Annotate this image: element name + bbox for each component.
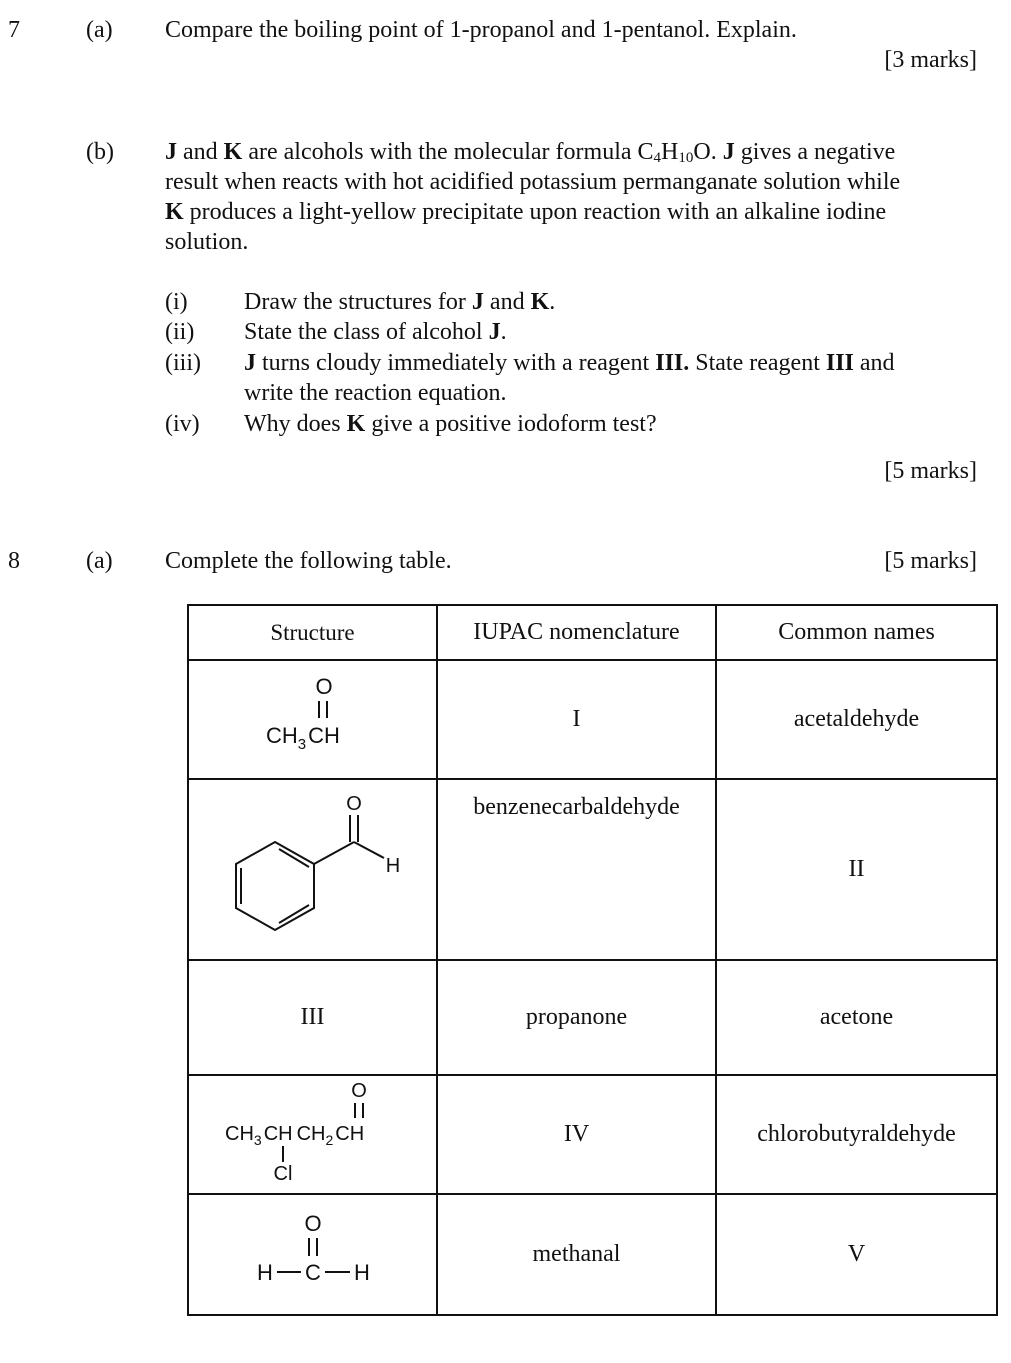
common-cell: V — [716, 1194, 997, 1315]
nomenclature-table — [187, 604, 998, 1316]
text-span: CH — [263, 1123, 293, 1145]
question-7-number: 7 — [8, 17, 20, 43]
hydrogen-atom: H — [257, 1260, 273, 1285]
q7b-label: (b) — [86, 139, 114, 165]
header-iupac: IUPAC nomenclature — [437, 605, 716, 660]
hydrogen-atom: H — [385, 855, 401, 877]
text-span: Draw the structures for — [244, 289, 472, 315]
text-span: CH — [296, 1123, 326, 1145]
bold-K: K — [223, 139, 243, 165]
bold-J: J — [488, 319, 501, 345]
carbon-chain — [225, 1123, 364, 1148]
text-span: and — [483, 289, 531, 315]
text-span: Why does — [244, 411, 347, 437]
iupac-cell: methanal — [437, 1194, 716, 1315]
structure-chlorobutanal-svg — [190, 1076, 435, 1186]
q7b-line-3 — [165, 197, 886, 227]
structure-acetaldehyde — [188, 660, 437, 779]
text-span: CH — [224, 1123, 254, 1145]
common-cell: II — [716, 779, 997, 960]
bold-K: K — [346, 411, 366, 437]
sub-question-iii — [244, 348, 895, 378]
sub-label-ii: (ii) — [165, 319, 195, 345]
table-row — [188, 1194, 997, 1315]
bold-K: K — [530, 289, 550, 315]
hydrogen-atom: H — [354, 1260, 370, 1285]
common-cell: acetaldehyde — [716, 660, 997, 779]
text-span: State the class of alcohol — [244, 319, 489, 345]
table-header-row — [188, 605, 997, 660]
structure-chlorobutanal — [188, 1075, 437, 1194]
text-span: CH — [265, 723, 298, 748]
bold-J: J — [722, 139, 735, 165]
bond-line — [314, 842, 354, 864]
sub-question-iv — [244, 409, 657, 439]
table-row — [188, 779, 997, 960]
text-span: and — [853, 350, 895, 376]
chlorine-atom: Cl — [273, 1163, 293, 1185]
subscript: 4 — [653, 150, 662, 166]
structure-benzaldehyde — [188, 779, 437, 960]
q7b-line-1 — [165, 137, 895, 167]
sub-label-iv: (iv) — [165, 411, 200, 437]
structure-methanal — [188, 1194, 437, 1315]
subscript: 10 — [678, 150, 694, 166]
question-8-number: 8 — [8, 548, 20, 574]
common-cell: chlorobutyraldehyde — [716, 1075, 997, 1194]
iupac-cell: propanone — [437, 960, 716, 1075]
table-row — [188, 660, 997, 779]
ch3-group — [266, 723, 340, 753]
q7b-marks: [5 marks] — [884, 458, 977, 484]
text-span: . — [500, 319, 507, 345]
header-common: Common names — [716, 605, 997, 660]
oxygen-atom: O — [351, 1080, 367, 1102]
q8a-marks: [5 marks] — [884, 548, 977, 574]
sub-question-ii — [244, 317, 507, 347]
sub-question-iii-line-2: write the reaction equation. — [244, 380, 507, 406]
iupac-cell: IV — [437, 1075, 716, 1194]
carbon-atom: C — [305, 1260, 321, 1285]
subscript: 2 — [325, 1132, 334, 1148]
text-span: CH — [308, 723, 340, 748]
table-row — [188, 1075, 997, 1194]
text-span: give a positive iodoform test? — [365, 411, 657, 437]
text-span: produces a light-yellow precipitate upon reaction with an alkaline iodine — [183, 199, 887, 225]
q8a-text: Complete the following table. — [165, 548, 452, 574]
bold-III: III. — [655, 350, 690, 376]
bold-J: J — [165, 139, 177, 165]
text-span: H — [661, 139, 679, 165]
iupac-cell: benzenecarbaldehyde — [437, 779, 716, 960]
structure-cell: III — [188, 960, 437, 1075]
iupac-cell: I — [437, 660, 716, 779]
sub-question-i — [244, 287, 555, 317]
bold-J: J — [471, 289, 484, 315]
oxygen-atom: O — [346, 793, 362, 815]
oxygen-atom: O — [315, 674, 333, 699]
q7a-marks: [3 marks] — [884, 47, 977, 73]
oxygen-atom: O — [304, 1211, 322, 1236]
sub-label-i: (i) — [165, 289, 188, 315]
bold-III: III — [825, 350, 854, 376]
text-span: are alcohols with the molecular formula C — [242, 139, 654, 165]
structure-methanal-svg — [190, 1195, 435, 1307]
q7a-label: (a) — [86, 17, 113, 43]
q7a-text: Compare the boiling point of 1-propanol and 1-pentanol. Explain. — [165, 17, 797, 43]
text-span: O. — [693, 139, 723, 165]
q7b-line-2: result when reacts with hot acidified potassium permanganate solution while — [165, 169, 901, 195]
table-row — [188, 960, 997, 1075]
bond-line — [354, 842, 384, 858]
text-span: CH — [335, 1123, 365, 1145]
header-structure: Structure — [188, 605, 437, 660]
text-span: gives a negative — [734, 139, 896, 165]
text-span: State reagent — [689, 350, 826, 376]
bold-J: J — [244, 350, 256, 376]
structure-acetaldehyde-svg — [190, 661, 435, 771]
q8a-label: (a) — [86, 548, 113, 574]
common-cell: acetone — [716, 960, 997, 1075]
text-span: turns cloudy immediately with a reagent — [256, 350, 656, 376]
structure-benzaldehyde-svg — [190, 780, 435, 952]
text-span: and — [177, 139, 224, 165]
sub-label-iii: (iii) — [165, 350, 201, 376]
subscript: 3 — [253, 1132, 262, 1148]
benzene-ring — [236, 842, 314, 930]
subscript: 3 — [297, 736, 307, 753]
bold-K: K — [165, 199, 184, 225]
q7b-line-4: solution. — [165, 229, 249, 255]
text-span: . — [549, 289, 556, 315]
